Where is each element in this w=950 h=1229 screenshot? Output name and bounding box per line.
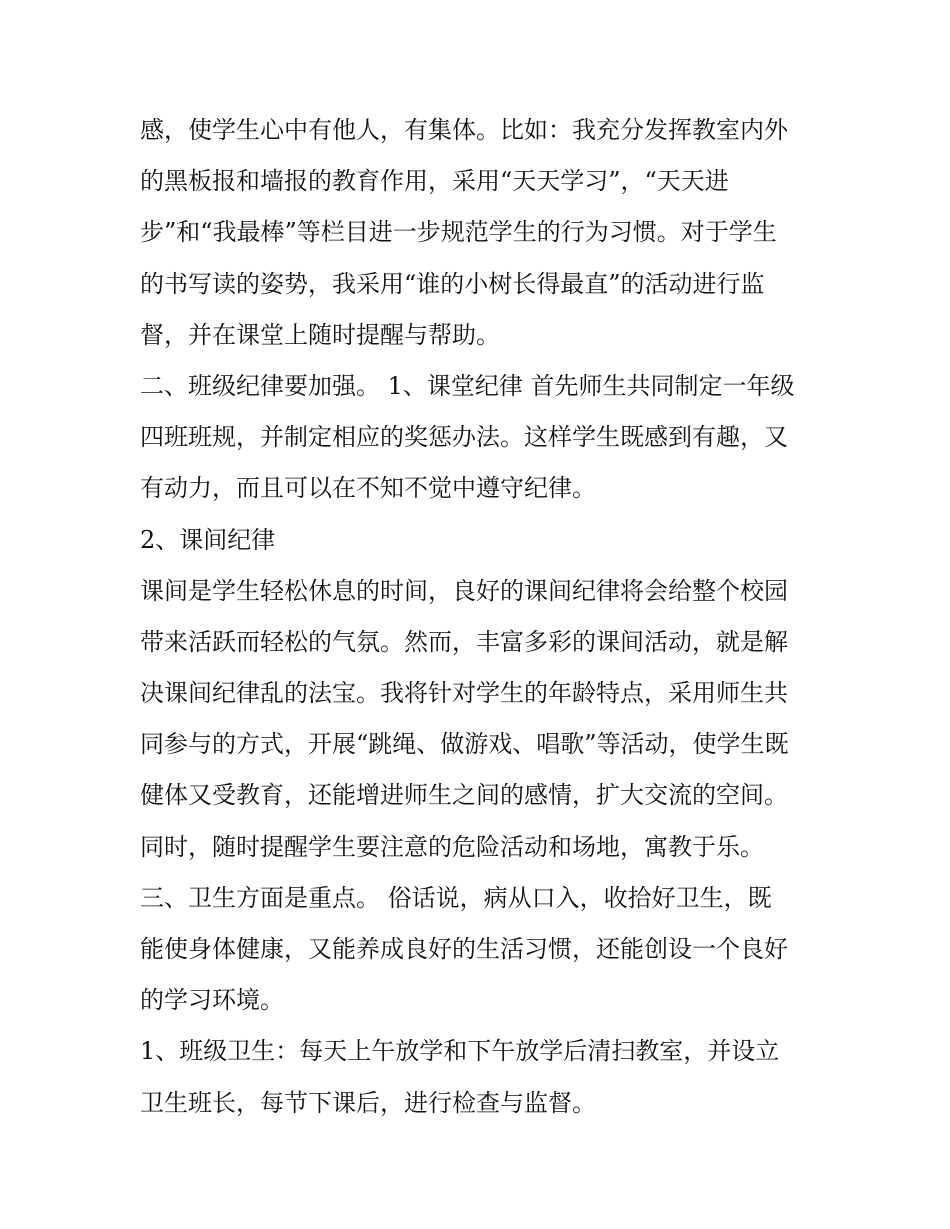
subheading-class-hygiene: 1、班级卫生：每天上午放学和下午放学后清扫教室，并设立 — [140, 1037, 780, 1066]
text-line: 督，并在课堂上随时提醒与帮助。 — [140, 320, 500, 349]
text-line: 卫生班长，每节下课后，进行检查与监督。 — [140, 1088, 596, 1117]
text-line: 步”和“我最棒”等栏目进一步规范学生的行为习惯。对于学生 — [140, 218, 777, 247]
section-heading-discipline: 二、班级纪律要加强。 1、课堂纪律 首先师生共同制定一年级 — [140, 371, 795, 400]
text-line: 四班班规，并制定相应的奖惩办法。这样学生既感到有趣，又 — [140, 423, 788, 452]
text-line: 健体又受教育，还能增进师生之间的感情，扩大交流的空间。 — [140, 781, 788, 810]
text-line: 同时，随时提醒学生要注意的危险活动和场地，寓教于乐。 — [140, 832, 764, 861]
text-line: 课间是学生轻松休息的时间，良好的课间纪律将会给整个校园 — [140, 576, 788, 605]
text-line: 能使身体健康，又能养成良好的生活习惯，还能创设一个良好 — [140, 935, 788, 963]
text-line: 带来活跃而轻松的气氛。然而，丰富多彩的课间活动，就是解 — [140, 627, 788, 656]
body-text — [140, 105, 820, 1129]
text-line: 的书写读的姿势，我采用“谁的小树长得最直”的活动进行监 — [140, 269, 765, 298]
text-line: 同参与的方式，开展“跳绳、做游戏、唱歌”等活动，使学生既 — [140, 730, 789, 759]
text-line: 有动力，而且可以在不知不觉中遵守纪律。 — [140, 474, 596, 503]
text-line: 感，使学生心中有他人，有集体。比如：我充分发挥教室内外 — [140, 116, 788, 144]
subheading-break-discipline: 2、课间纪律 — [140, 525, 276, 554]
section-heading-hygiene: 三、卫生方面是重点。 俗话说，病从口入，收拾好卫生，既 — [140, 883, 772, 912]
text-line: 决课间纪律乱的法宝。我将针对学生的年龄特点，采用师生共 — [140, 679, 788, 708]
text-line: 的学习环境。 — [140, 986, 284, 1015]
text-line: 的黑板报和墙报的教育作用，采用“天天学习”，“天天进 — [140, 167, 729, 196]
